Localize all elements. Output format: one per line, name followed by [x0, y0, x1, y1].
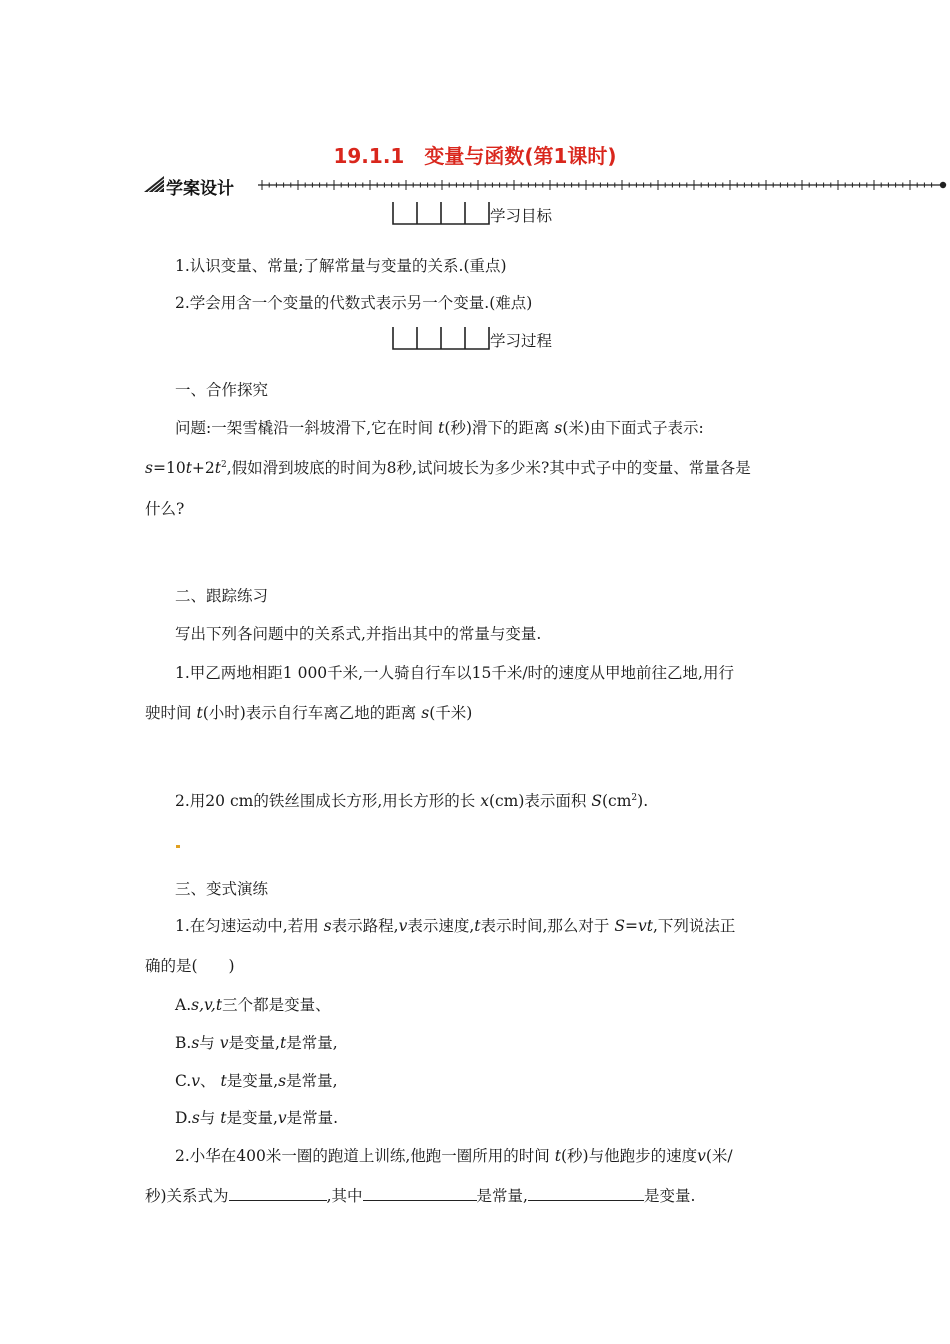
header-label: 学案设计	[166, 179, 234, 199]
part3-question2-line1: 2.小华在400米一圈的跑道上训练,他跑一圈所用的时间 t(秒)与他跑步的速度v(米/	[175, 1147, 733, 1165]
part2-intro: 写出下列各问题中的关系式,并指出其中的常量与变量.	[175, 625, 542, 643]
goals-label: 学习目标	[490, 207, 553, 225]
goal-item: 2.学会用含一个变量的代数式表示另一个变量.(难点)	[175, 294, 533, 312]
part3-question1-line2: 确的是( )	[145, 957, 235, 975]
answer-blank[interactable]	[229, 1186, 327, 1201]
option-b: B.s与 v是变量,t是常量,	[175, 1034, 338, 1052]
option-c: C.v、 t是变量,s是常量,	[175, 1072, 338, 1090]
box-grid-icon	[392, 200, 490, 226]
triangle-hatch-icon	[144, 176, 164, 192]
part3-heading: 三、变式演练	[175, 880, 269, 898]
box-grid-icon	[392, 325, 490, 351]
part2-heading: 二、跟踪练习	[175, 587, 269, 605]
option-d: D.s与 t是变量,v是常量.	[175, 1109, 339, 1127]
part1-heading: 一、合作探究	[175, 381, 269, 399]
part1-question-line1: 问题:一架雪橇沿一斜坡滑下,它在时间 t(秒)滑下的距离 s(米)由下面式子表示:	[175, 419, 704, 437]
section-header-bar	[144, 174, 950, 199]
answer-blank[interactable]	[528, 1186, 644, 1201]
part1-question-line3: 什么?	[145, 500, 185, 518]
page-title: 19.1.1 变量与函数(第1课时)	[333, 144, 617, 168]
option-a: A.s,v,t三个都是变量、	[175, 996, 331, 1014]
part2-problem2: 2.用20 cm的铁丝围成长方形,用长方形的长 x(cm)表示面积 $S(cm^2)$.	[175, 792, 649, 810]
part3-question1-line1: 1.在匀速运动中,若用 s表示路程,v表示速度,t表示时间,那么对于 S=vt,下列说法正	[175, 917, 736, 935]
process-label: 学习过程	[490, 332, 553, 350]
part3-question2-line2: 秒)关系式为 ,其中 是常量, 是变量.	[145, 1187, 696, 1205]
part2-problem1-line1: 1.甲乙两地相距1 000千米,一人骑自行车以15千米/时的速度从甲地前往乙地,用行	[175, 664, 734, 682]
answer-blank[interactable]	[363, 1186, 477, 1201]
part2-problem1-line2: 驶时间 t(小时)表示自行车离乙地的距离 s(千米)	[145, 704, 473, 722]
part1-question-line2: $s=10t+2t^2$,假如滑到坡底的时间为8秒,试问坡长为多少米?其中式子中的变量、常量各是	[145, 459, 751, 477]
ruler-divider	[258, 174, 948, 196]
stray-mark	[176, 845, 180, 848]
goal-item: 1.认识变量、常量;了解常量与变量的关系.(重点)	[175, 257, 507, 275]
